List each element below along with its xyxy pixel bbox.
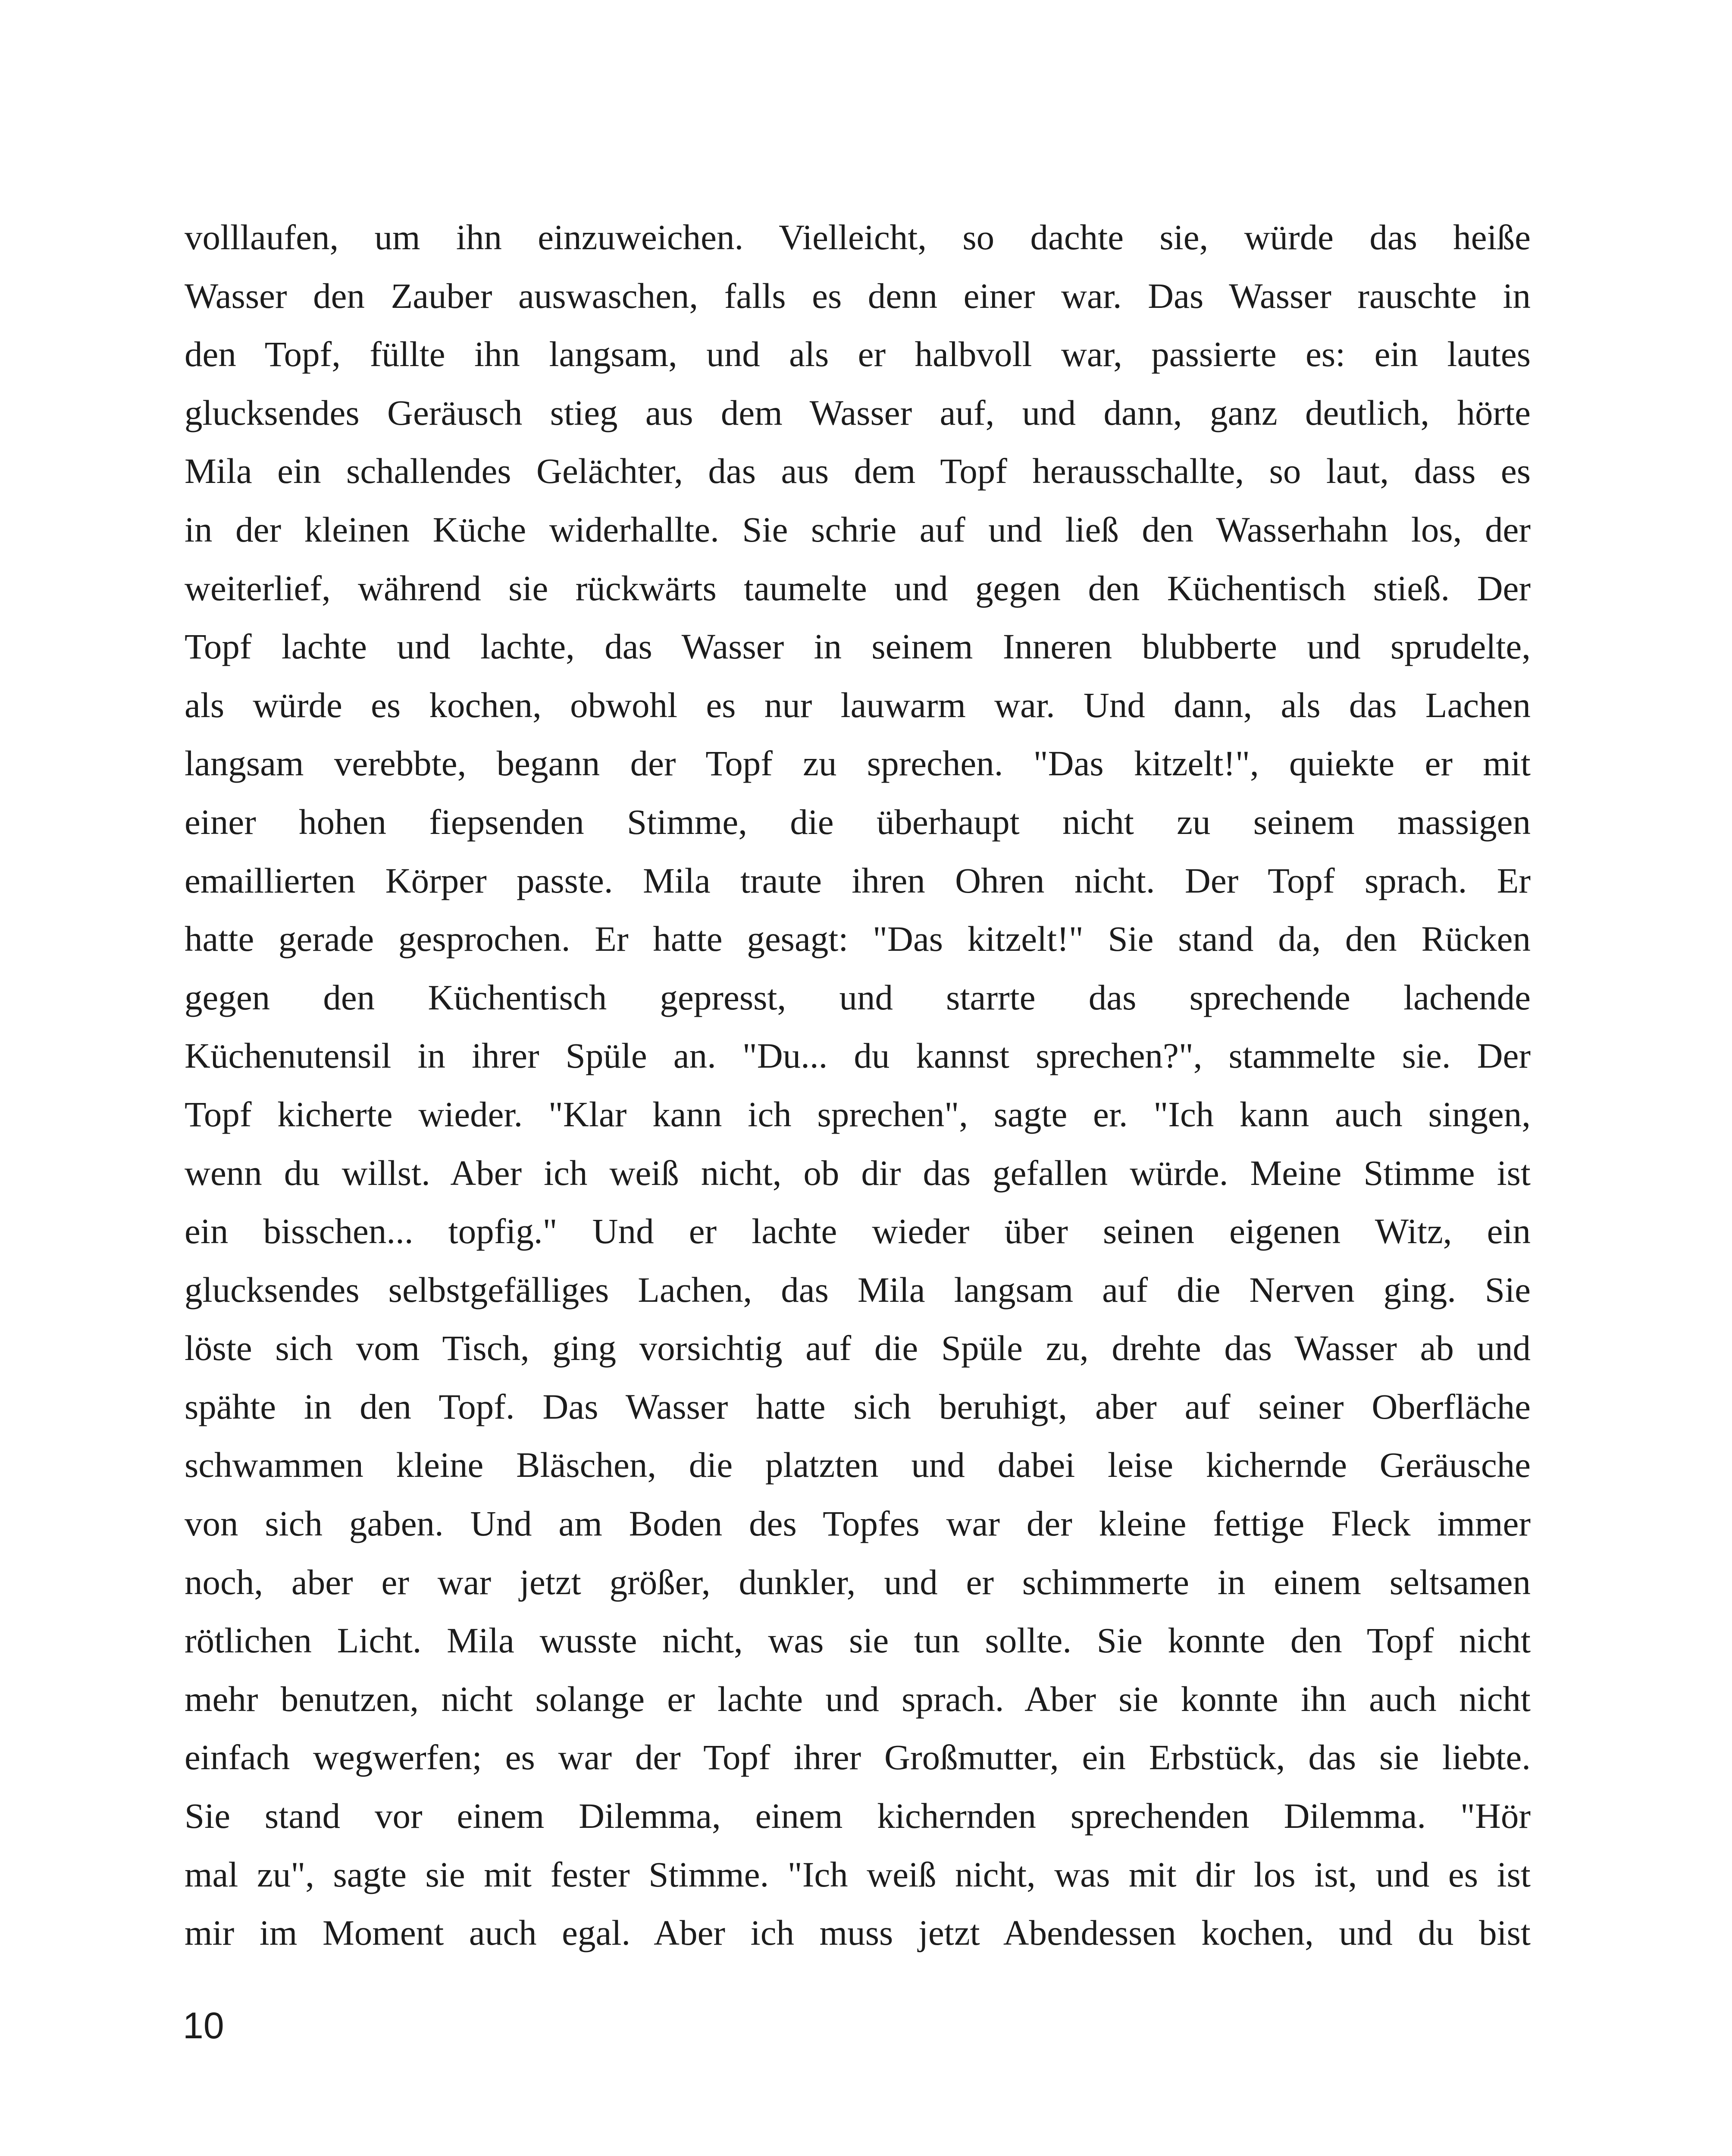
text-line: mal zu", sagte sie mit fester Stimme. "Ich weiß nicht, was mit dir los ist, und es ist — [185, 1854, 1531, 1894]
page-number: 10 — [183, 2005, 224, 2046]
body-text — [185, 208, 1531, 1962]
text-line: Wasser den Zauber auswaschen, falls es denn einer war. Das Wasser rauschte in — [185, 276, 1531, 316]
text-line: Sie stand vor einem Dilemma, einem kichernden sprechenden Dilemma. "Hör — [185, 1796, 1531, 1836]
text-line: Mila ein schallendes Gelächter, das aus dem Topf herausschallte, so laut, dass es — [185, 451, 1531, 491]
text-line: in der kleinen Küche widerhallte. Sie schrie auf und ließ den Wasserhahn los, der — [185, 509, 1531, 549]
text-line: langsam verebbte, begann der Topf zu sprechen. "Das kitzelt!", quiekte er mit — [185, 743, 1531, 783]
text-line: Topf kicherte wieder. "Klar kann ich sprechen", sagte er. "Ich kann auch singen, — [185, 1094, 1531, 1134]
text-line: volllaufen, um ihn einzuweichen. Vielleicht, so dachte sie, würde das heiße — [185, 217, 1531, 257]
text-line: gegen den Küchentisch gepresst, und starrte das sprechende lachende — [185, 977, 1531, 1017]
text-line: wenn du willst. Aber ich weiß nicht, ob dir das gefallen würde. Meine Stimme ist — [185, 1153, 1531, 1193]
text-line: glucksendes selbstgefälliges Lachen, das Mila langsam auf die Nerven ging. Sie — [185, 1269, 1531, 1310]
text-line: löste sich vom Tisch, ging vorsichtig auf die Spüle zu, drehte das Wasser ab und — [185, 1328, 1531, 1368]
text-line: mir im Moment auch egal. Aber ich muss jetzt Abendessen kochen, und du bist — [185, 1913, 1531, 1953]
text-line: einfach wegwerfen; es war der Topf ihrer Großmutter, ein Erbstück, das sie liebte. — [185, 1737, 1531, 1777]
text-line: spähte in den Topf. Das Wasser hatte sich beruhigt, aber auf seiner Oberfläche — [185, 1386, 1531, 1426]
text-line: mehr benutzen, nicht solange er lachte und sprach. Aber sie konnte ihn auch nicht — [185, 1679, 1531, 1719]
text-line: als würde es kochen, obwohl es nur lauwarm war. Und dann, als das Lachen — [185, 685, 1531, 725]
text-line: hatte gerade gesprochen. Er hatte gesagt: "Das kitzelt!" Sie stand da, den Rücken — [185, 919, 1531, 959]
text-line: den Topf, füllte ihn langsam, und als er halbvoll war, passierte es: ein lautes — [185, 334, 1531, 374]
text-line: Küchenutensil in ihrer Spüle an. "Du... du kannst sprechen?", stammelte sie. Der — [185, 1036, 1531, 1076]
text-line: Topf lachte und lachte, das Wasser in seinem Inneren blubberte und sprudelte, — [185, 627, 1531, 667]
text-line: noch, aber er war jetzt größer, dunkler, und er schimmerte in einem seltsamen — [185, 1562, 1531, 1602]
text-line: emaillierten Körper passte. Mila traute ihren Ohren nicht. Der Topf sprach. Er — [185, 860, 1531, 900]
text-line: glucksendes Geräusch stieg aus dem Wasser auf, und dann, ganz deutlich, hörte — [185, 392, 1531, 432]
text-line: ein bisschen... topfig." Und er lachte wieder über seinen eigenen Witz, ein — [185, 1211, 1531, 1251]
text-line: weiterlief, während sie rückwärts taumelte und gegen den Küchentisch stieß. Der — [185, 568, 1531, 608]
text-line: schwammen kleine Bläschen, die platzten und dabei leise kichernde Geräusche — [185, 1445, 1531, 1485]
text-line: einer hohen fiepsenden Stimme, die überhaupt nicht zu seinem massigen — [185, 802, 1531, 842]
text-line: rötlichen Licht. Mila wusste nicht, was sie tun sollte. Sie konnte den Topf nicht — [185, 1620, 1531, 1661]
text-line: von sich gaben. Und am Boden des Topfes war der kleine fettige Fleck immer — [185, 1504, 1531, 1544]
